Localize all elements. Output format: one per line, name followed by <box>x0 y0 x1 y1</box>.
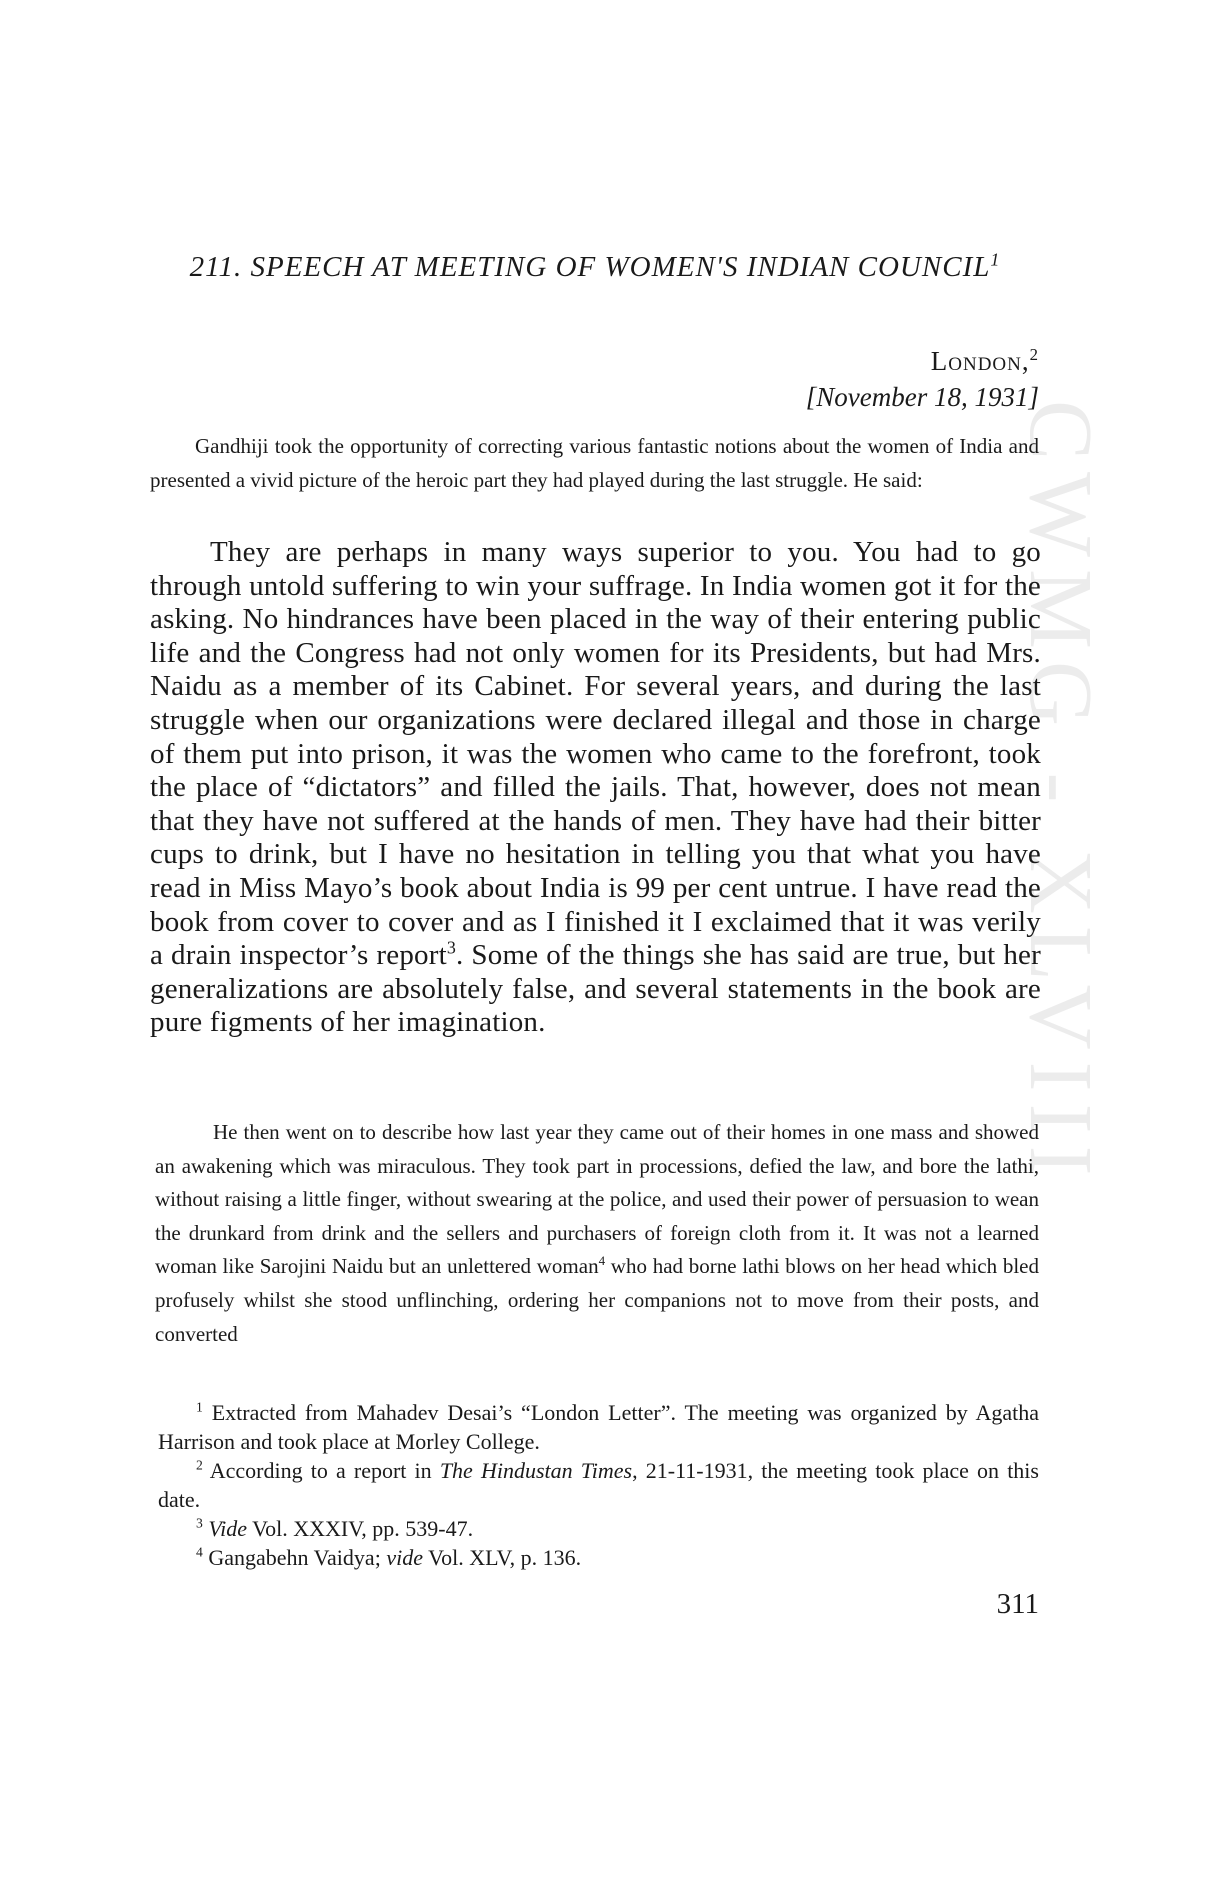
watermark: CWMG - XLVIII <box>1011 400 1110 1188</box>
footnote-1: $^1$ Extracted from Mahadev Desai’s “London Letter”. The meeting was organized by Agatha Harrison and took place at Morley College. <box>158 1399 1039 1454</box>
dateline-place: London,$^2$ <box>930 345 1039 376</box>
footnote-2: $^2$ According to a report in The Hindustan Times, 21-11-1931, the meeting took place on this date. <box>158 1457 1039 1512</box>
chapter-number: 211. <box>189 251 243 283</box>
footnote-3: $^3$ Vide Vol. XXXIV, pp. 539-47. <box>196 1515 474 1541</box>
footnote-ref: 2 <box>1029 345 1039 364</box>
chapter-heading <box>150 248 1040 286</box>
footnote-ref: 3 <box>446 937 457 958</box>
speech-paragraph: They are perhaps in many ways superior to you. You had to go through untold suffering to win your suffrage. In India women got it for the asking. No hindrances have been placed in the way of their entering public life and the Congress had not only women for its Presidents, but had Mrs. Naidu as a member of its Cabinet. For several years, and during the last struggle when our organizations were declared illegal and those in charge of them put into prison, it was the women who came to the forefront, took the place of “dictators” and filled the jails. That, however, does not mean that they have not suffered at the hands of men. They have had their bitter cups to drink, but I have no hesitation in telling you that what you have read in Miss Mayo’s book about India is 99 per cent untrue. I have read the book from cover to cover and as I finished it I exclaimed that it was verily a drain inspector’s report$^3$. Some of the things she has said are true, but her generalizations are absolutely false, and several statements in the book are pure figments of her imagination. <box>150 536 1041 1039</box>
narration-paragraph: He then went on to describe how last year they came out of their homes in one mass and showed an awakening which was miraculous. They took part in processions, defied the law, and bore the lathi, without raising a little finger, without swearing at the police, and used their power of persuasion to wean the drunkard from drink and the sellers and purchasers of foreign cloth from it. It was not a learned woman like Sarojini Naidu but an unlettered woman$^4$ who had borne lathi blows on her head which bled profusely whilst she stood unflinching, ordering her companions not to move from their posts, and converted <box>155 1120 1039 1346</box>
footnote-ref: 4 <box>598 1253 606 1269</box>
chapter-title: SPEECH AT MEETING OF WOMEN'S INDIAN COUNCIL <box>250 251 991 283</box>
footnote-4: $^4$ Gangabehn Vaidya; vide Vol. XLV, p. 136. <box>196 1544 582 1570</box>
footnotes <box>158 1398 1039 1572</box>
dateline-date: [November 18, 1931] <box>805 382 1039 412</box>
page-number: 311 <box>996 1588 1039 1620</box>
footnote-ref: 1 <box>990 249 1001 270</box>
intro-paragraph: Gandhiji took the opportunity of correcting various fantastic notions about the women of India and presented a vivid picture of the heroic part they had played during the last struggle. He said: <box>150 434 1039 492</box>
